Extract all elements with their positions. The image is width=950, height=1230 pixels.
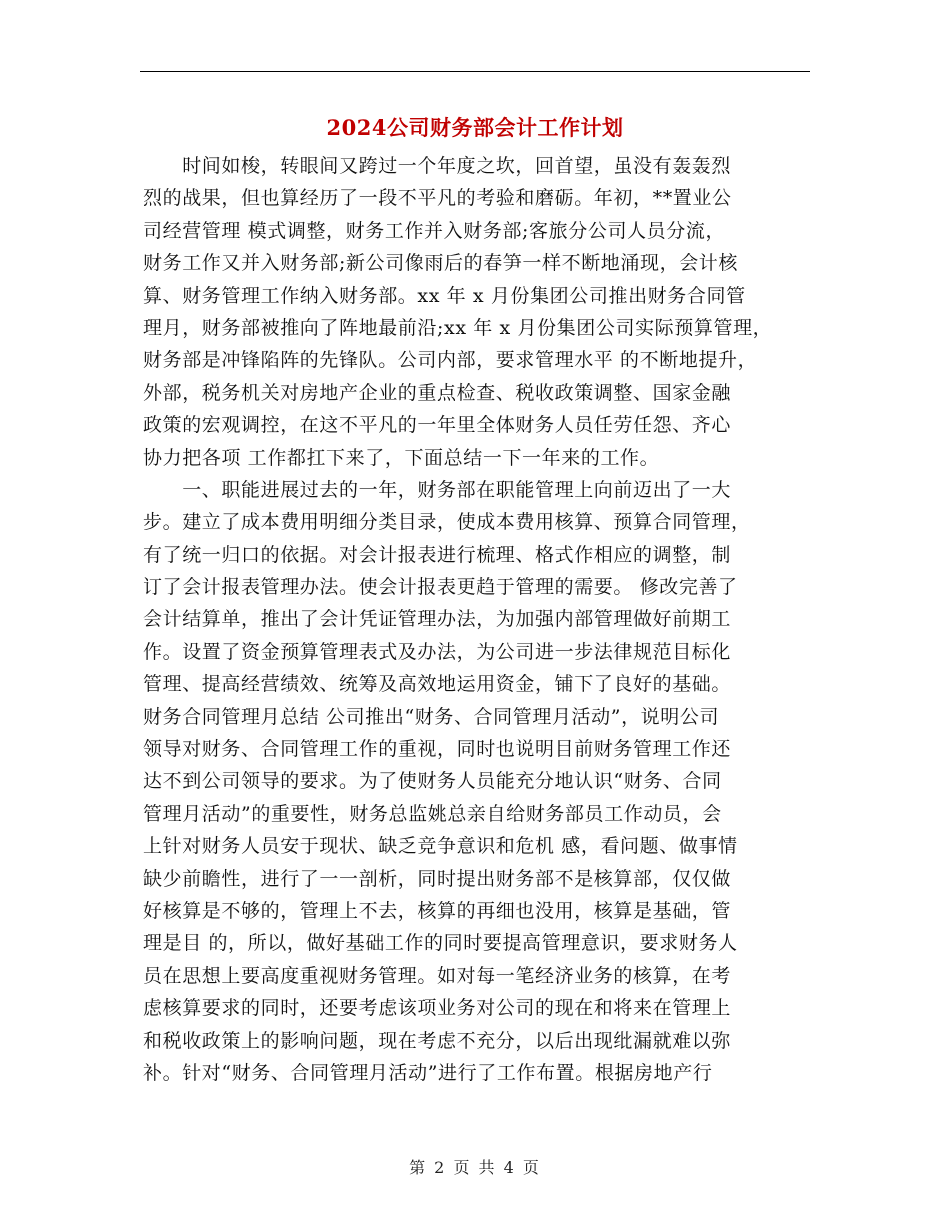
page-footer: 第 2 页 共 4 页: [409, 1158, 541, 1177]
body-line: 财务合同管理月总结 公司推出“财务、合同管理月活动”，说明公司: [143, 705, 720, 728]
body-line: 作。设置了资金预算管理表式及办法，为公司进一步法律规范目标化: [143, 640, 732, 663]
body-line: 补。针对“财务、合同管理月活动”进行了工作布置。根据房地产行: [143, 1061, 713, 1084]
body-line: 协力把各项 工作都扛下来了，下面总结一下一年来的工作。: [143, 446, 660, 469]
body-line: 步。建立了成本费用明细分类目录，使成本费用核算、预算合同管理，: [143, 511, 751, 534]
body-line: 司经营管理 模式调整，财务工作并入财务部;客旅分公司人员分流，: [143, 219, 726, 242]
body-line: 财务部是冲锋陷阵的先锋队。公司内部，要求管理水平 的不断地提升，: [143, 349, 758, 372]
body-line: 有了统一归口的依据。对会计报表进行梳理、格式作相应的调整，制: [143, 543, 732, 566]
document-body: [143, 150, 811, 1089]
body-line: 一、职能进展过去的一年，财务部在职能管理上向前迈出了一大: [143, 478, 732, 501]
body-line: 财务工作又并入财务部;新公司像雨后的春笋一样不断地涌现，会计核: [143, 252, 739, 275]
body-line: 会计结算单，推出了会计凭证管理办法，为加强内部管理做好前期工: [143, 608, 732, 631]
body-line: 订了会计报表管理办法。使会计报表更趋于管理的需要。 修改完善了: [143, 576, 738, 599]
body-line: 外部，税务机关对房地产企业的重点检查、税收政策调整、国家金融: [143, 381, 732, 404]
body-line: 缺少前瞻性，进行了一一剖析，同时提出财务部不是核算部，仅仅做: [143, 867, 732, 890]
body-line: 政策的宏观调控，在这不平凡的一年里全体财务人员任劳任怨、齐心: [143, 414, 732, 437]
body-line: 达不到公司领导的要求。为了使财务人员能充分地认识“财务、合同: [143, 770, 722, 793]
body-line: 管理月活动”的重要性，财务总监姚总亲自给财务部员工作动员，会: [143, 802, 722, 825]
header-rule: [140, 71, 810, 72]
body-line: 领导对财务、合同管理工作的重视，同时也说明目前财务管理工作还: [143, 738, 732, 761]
body-line: 上针对财务人员安于现状、缺乏竞争意识和危机 感，看问题、做事情: [143, 835, 738, 858]
body-line: 和税收政策上的影响问题，现在考虑不充分，以后出现纰漏就难以弥: [143, 1029, 732, 1052]
body-line: 员在思想上要高度重视财务管理。如对每一笔经济业务的核算，在考: [143, 964, 732, 987]
body-line: 虑核算要求的同时，还要考虑该项业务对公司的现在和将来在管理上: [143, 997, 732, 1020]
body-line: 烈的战果，但也算经历了一段不平凡的考验和磨砺。年初，**置业公: [143, 187, 732, 210]
document-title: 2024公司财务部会计工作计划: [326, 115, 624, 140]
body-line: 理月，财务部被推向了阵地最前沿;xx 年 x 月份集团公司实际预算管理，: [143, 316, 773, 339]
body-line: 好核算是不够的，管理上不去，核算的再细也没用，核算是基础，管: [143, 899, 732, 922]
body-line: 理是目 的，所以，做好基础工作的同时要提高管理意识，要求财务人: [143, 932, 738, 955]
body-line: 算、财务管理工作纳入财务部。xx 年 x 月份集团公司推出财务合同管: [143, 284, 746, 307]
body-line: 时间如梭，转眼间又跨过一个年度之坎，回首望，虽没有轰轰烈: [143, 155, 732, 177]
body-line: 管理、提高经营绩效、统筹及高效地运用资金，铺下了良好的基础。: [143, 673, 732, 696]
